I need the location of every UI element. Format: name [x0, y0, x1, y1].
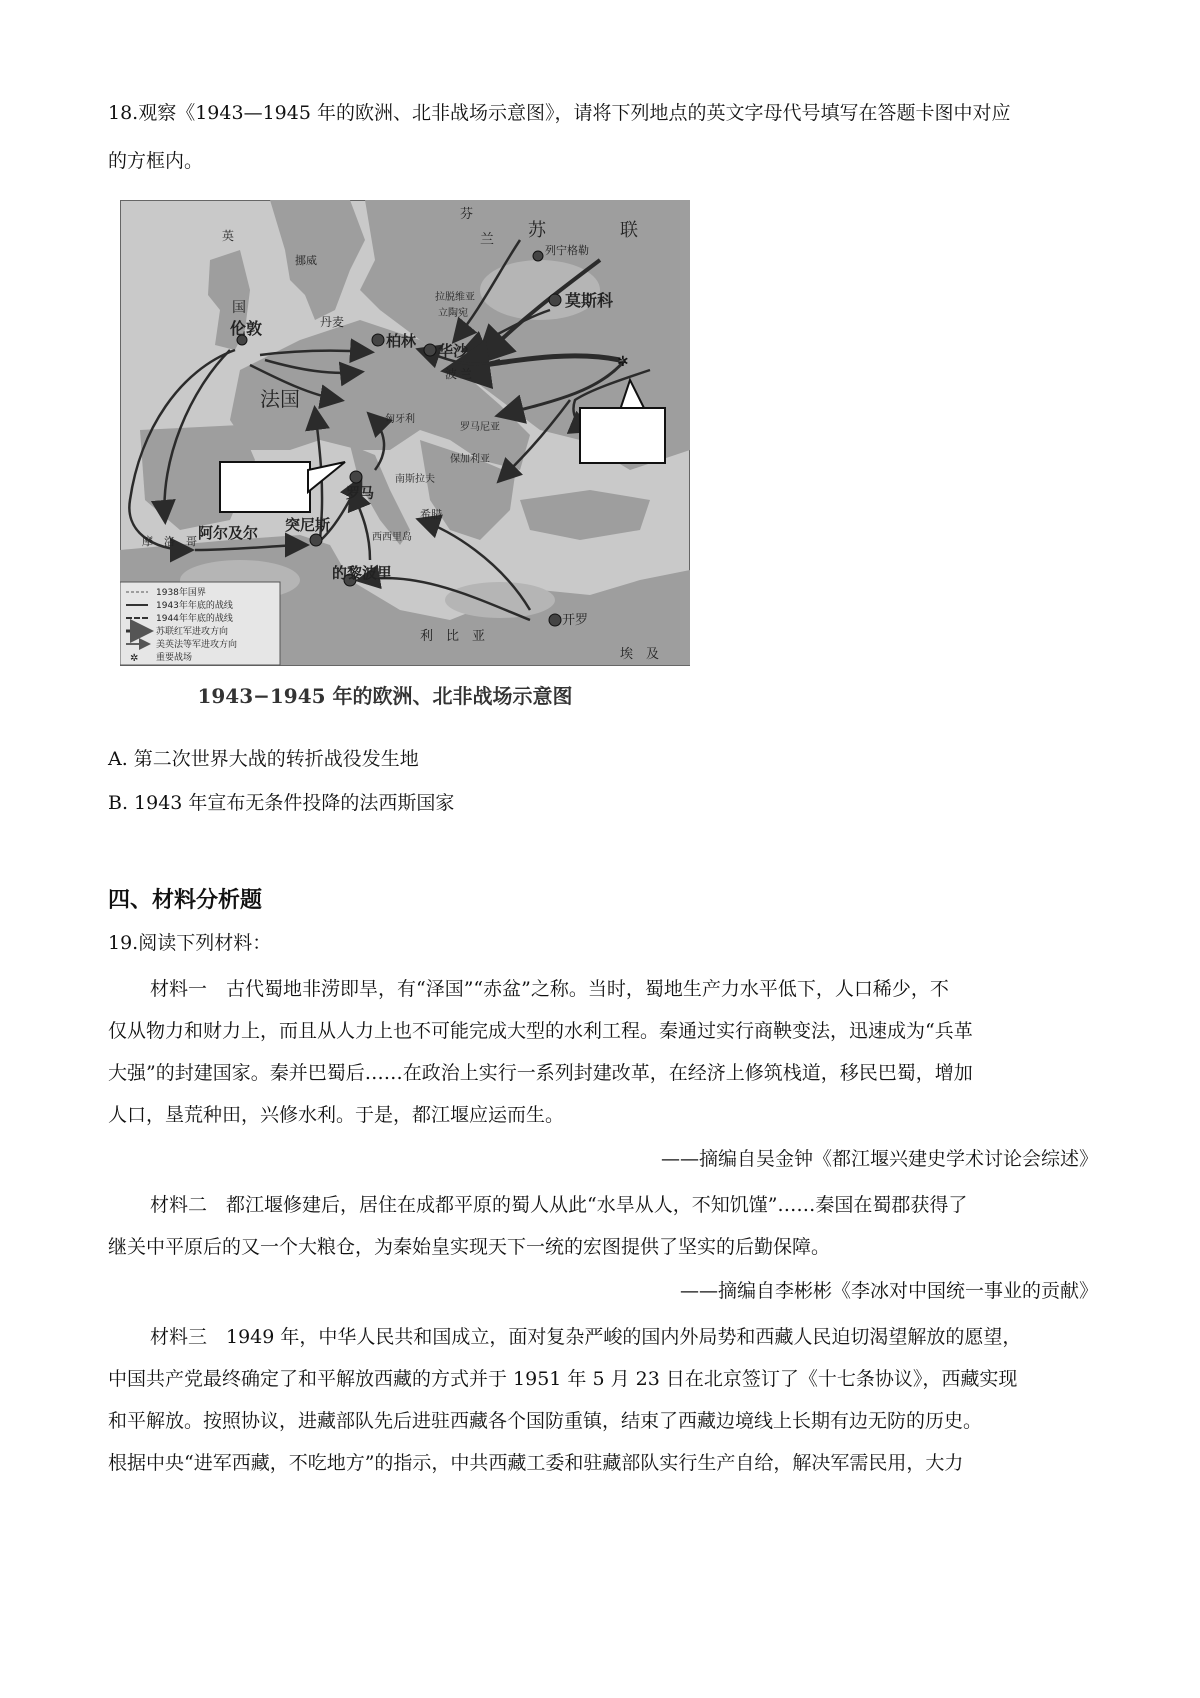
- map-label-lian: 联: [620, 220, 638, 241]
- material-1-line-1: 材料一 古代蜀地非涝即旱，有“泽国”“赤盆”之称。当时，蜀地生产力水平低下，人口稀少，不: [150, 978, 949, 1000]
- material-2-line-1: 材料二 都江堰修建后，居住在成都平原的蜀人从此“水旱从人，不知饥馑”……秦国在蜀郡获得了: [150, 1194, 968, 1216]
- map-label-tunis: 突尼斯: [285, 516, 331, 534]
- map-label-london: 伦敦: [230, 319, 263, 338]
- map-label-morocco: 摩 洛 哥: [142, 535, 197, 548]
- map-label-latvia: 拉脱维亚: [435, 292, 475, 303]
- map-label-leningrad: 列宁格勒: [545, 244, 589, 257]
- map-label-rome: 罗马: [346, 486, 374, 502]
- material-1-source: ——摘编自吴金钟《都江堰兴建史学术讨论会综述》: [660, 1148, 1098, 1170]
- map-label-bulgaria: 保加利亚: [450, 454, 490, 465]
- material-1-line-4: 人口，垦荒种田，兴修水利。于是，都江堰应运而生。: [108, 1104, 565, 1126]
- map-label-poland-1: 波: [445, 367, 458, 381]
- map-label-moscow: 莫斯科: [565, 291, 614, 310]
- map-label-france: 法国: [260, 387, 300, 411]
- map-caption: 1943−1945 年的欧洲、北非战场示意图: [197, 684, 573, 708]
- q18-option-b: B. 1943 年宣布无条件投降的法西斯国家: [108, 792, 455, 814]
- map-label-denmark: 丹麦: [320, 315, 345, 329]
- map-label-sicily: 西西里岛: [372, 532, 412, 543]
- map-label-cairo: 开罗: [562, 613, 589, 628]
- map-label-norway: 挪威: [295, 254, 317, 267]
- map-label-uk-1: 英: [222, 229, 235, 243]
- q18-option-a: A. 第二次世界大战的转折战役发生地: [108, 748, 419, 770]
- map-label-berlin: 柏林: [386, 332, 417, 350]
- map-label-greece: 希腊: [420, 508, 442, 521]
- section-4-heading: 四、材料分析题: [108, 888, 263, 913]
- war-map-figure: [120, 200, 690, 745]
- svg-text:✲: ✲: [130, 653, 139, 664]
- map-label-finland-2: 兰: [480, 232, 494, 248]
- legend-item: 1943年年底的战线: [156, 601, 233, 611]
- legend-item: 重要战场: [156, 653, 193, 663]
- material-3-line-3: 和平解放。按照协议，进藏部队先后进驻西藏各个国防重镇，结束了西藏边境线上长期有边无防的历史。: [108, 1410, 983, 1432]
- legend-item: 1944年年底的战线: [156, 614, 233, 624]
- material-1-line-3: 大强”的封建国家。秦并巴蜀后……在政治上实行一系列封建改革，在经济上修筑栈道，移民巴蜀，增加: [108, 1062, 973, 1084]
- legend-item: 1938年国界: [156, 588, 206, 598]
- legend-item: 苏联红军进攻方向: [156, 627, 229, 637]
- q18-line-1: 18.观察《1943—1945 年的欧洲、北非战场示意图》，请将下列地点的英文字母代号填写在答题卡图中对应: [108, 102, 1011, 124]
- map-label-uk-2: 国: [232, 300, 246, 316]
- map-label-finland-1: 芬: [460, 207, 474, 222]
- map-label-algeria: 阿尔及尔: [198, 524, 259, 542]
- map-legend: [120, 582, 280, 665]
- map-label-yugoslavia: 南斯拉夫: [395, 474, 435, 485]
- q19-intro: 19.阅读下列材料：: [108, 932, 272, 954]
- map-label-tripoli: 的黎波里: [332, 564, 393, 582]
- material-3-line-4: 根据中央“进军西藏，不吃地方”的指示，中共西藏工委和驻藏部队实行生产自给，解决军需民用，大力: [108, 1452, 964, 1474]
- material-3-line-2: 中国共产党最终确定了和平解放西藏的方式并于 1951 年 5 月 23 日在北京签订了《十七条协议》，西藏实现: [108, 1368, 1018, 1390]
- map-label-su: 苏: [528, 220, 546, 241]
- map-label-hungary: 匈牙利: [385, 414, 415, 425]
- map-label-egypt: 埃 及: [620, 647, 660, 662]
- material-2-source: ——摘编自李彬彬《李冰对中国统一事业的贡献》: [679, 1280, 1098, 1302]
- legend-item: 美英法等军进攻方向: [156, 640, 238, 650]
- material-3-line-1: 材料三 1949 年，中华人民共和国成立，面对复杂严峻的国内外局势和西藏人民迫切渴望解放的愿望，: [150, 1326, 1022, 1348]
- war-map: [120, 200, 690, 745]
- battle-star-icon: ✲: [617, 354, 629, 370]
- map-label-warsaw: 华沙: [438, 342, 469, 360]
- map-label-romania: 罗马尼亚: [460, 422, 500, 433]
- material-2-line-2: 继关中平原后的又一个大粮仓，为秦始皇实现天下一统的宏图提供了坚实的后勤保障。: [108, 1236, 831, 1258]
- q18-line-2: 的方框内。: [108, 150, 204, 172]
- material-1-line-2: 仅从物力和财力上，而且从人力上也不可能完成大型的水利工程。秦通过实行商鞅变法，迅速成为“兵革: [108, 1020, 973, 1042]
- map-label-libya: 利 比 亚: [420, 629, 486, 644]
- map-label-lithuania: 立陶宛: [438, 308, 468, 319]
- map-label-poland-2: 兰: [460, 367, 473, 381]
